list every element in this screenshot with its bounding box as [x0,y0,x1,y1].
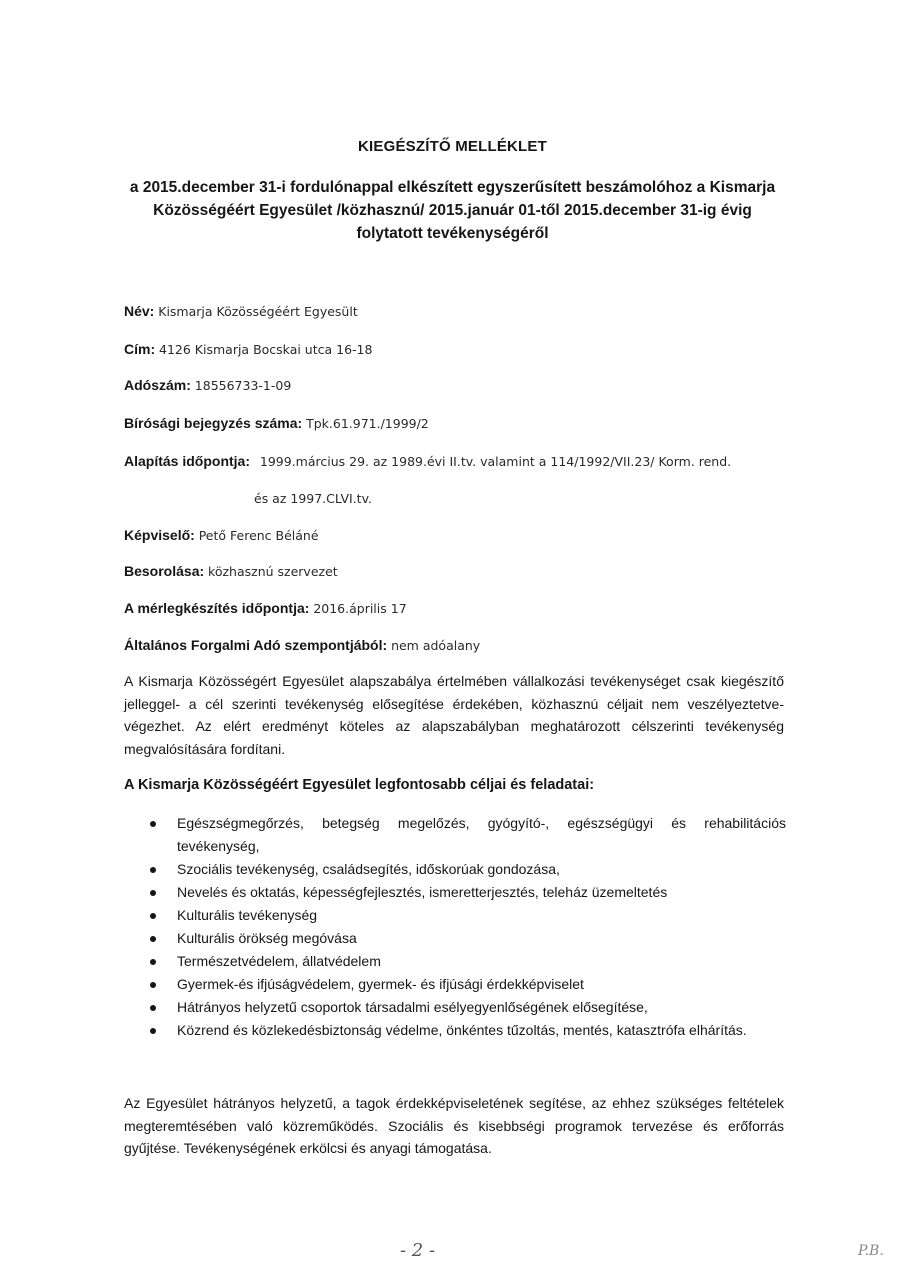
paragraph-business-activity: A Kismarja Közösségért Egyesület alapszabálya értelmében vállalkozási tevékenységet csak kiegészítő jelleggel- a cél szerinti tevékenység elősegítése érdekében, közhasznú céljait nem veszélyeztetve-végezhet. Az elért eredményt köteles az alapszabályban meghatározott célszerinti tevékenység megvalósítására fordítani. [124,673,784,757]
bullet-icon [150,890,156,896]
list-item: Kulturális tevékenység [150,904,786,927]
list-item: Közrend és közlekedésbiztonság védelme, önkéntes tűzoltás, mentés, katasztrófa elhárítás. [150,1019,786,1042]
goals-list [150,812,786,1042]
field-value: 1999.március 29. az 1989.évi II.tv. valamint a 114/1992/VII.23/ Korm. rend. [259,454,732,469]
bullet-icon [150,1005,156,1011]
field-name [124,303,358,319]
list-item: Egészségmegőrzés, betegség megelőzés, gyógyító-, egészségügyi és rehabilitációs tevékenység, [150,812,786,858]
field-representative [124,527,319,543]
bullet-icon [150,913,156,919]
bullet-icon [150,936,156,942]
page-number: - 2 - [400,1240,436,1261]
field-address [124,341,372,357]
subtitle-line: a 2015.december 31-i fordulónappal elkészített egyszerűsített beszámolóhoz a Kismarja [129,179,776,196]
field-label: Általános Forgalmi Adó szempontjából: [124,637,388,653]
field-balance-date [124,600,407,616]
field-value: közhasznú szervezet [208,564,338,579]
field-value: 2016.április 17 [313,601,407,616]
field-founding [124,453,731,469]
field-label: Alapítás időpontja: [124,453,250,469]
subtitle-line: folytatott tevékenységéről [356,225,549,242]
field-founding-continuation [254,490,372,506]
field-label: Adószám: [124,377,191,393]
field-value: Tpk.61.971./1999/2 [306,416,429,431]
list-item: Kulturális örökség megóvása [150,927,786,950]
bullet-icon [150,982,156,988]
list-item: Nevelés és oktatás, képességfejlesztés, ismeretterjesztés, teleház üzemeltetés [150,881,786,904]
subtitle-line: Közösségéért Egyesület /közhasznú/ 2015.január 01-től 2015.december 31-ig évig [153,202,752,219]
bullet-icon [150,867,156,873]
document-title: KIEGÉSZÍTŐ MELLÉKLET [357,138,547,155]
bullet-icon [150,821,156,827]
goals-heading: A Kismarja Közösségéért Egyesület legfontosabb céljai és feladatai: [124,777,595,793]
list-item: Gyermek-és ifjúságvédelem, gyermek- és ifjúsági érdekképviselet [150,973,786,996]
document-subtitle [110,176,795,245]
field-value: 18556733-1-09 [194,378,292,393]
field-label: Besorolása: [124,563,205,579]
field-value: és az 1997.CLVI.tv. [254,491,372,506]
field-label: A mérlegkészítés időpontja: [124,600,310,616]
bullet-icon [150,1028,156,1034]
field-label: Képviselő: [124,527,195,543]
field-label: Bírósági bejegyzés száma: [124,415,303,431]
field-court-registration [124,415,429,431]
field-value: 4126 Kismarja Bocskai utca 16-18 [159,342,373,357]
field-tax-number [124,377,291,393]
field-label: Cím: [124,341,156,357]
field-classification [124,563,338,579]
field-value: Pető Ferenc Béláné [198,528,319,543]
paragraph-association-goals: Az Egyesület hátrányos helyzetű, a tagok érdekképviseletének segítése, az ehhez szükséges feltételek megteremtésében való közreműködés. Szociális és kisebbségi programok tervezése és erőforrás gyűjtése. Tevékenységének erkölcsi és anyagi támogatása. [124,1095,784,1156]
list-item: Természetvédelem, állatvédelem [150,950,786,973]
list-item: Hátrányos helyzetű csoportok társadalmi esélyegyenlőségének elősegítése, [150,996,786,1019]
field-vat [124,637,480,653]
list-item: Szociális tevékenység, családsegítés, időskorúak gondozása, [150,858,786,881]
field-value: nem adóalany [391,638,481,653]
handwritten-initials: P.B. [858,1243,884,1259]
bullet-icon [150,959,156,965]
field-value: Kismarja Közösségéért Egyesült [158,304,358,319]
field-label: Név: [124,303,155,319]
